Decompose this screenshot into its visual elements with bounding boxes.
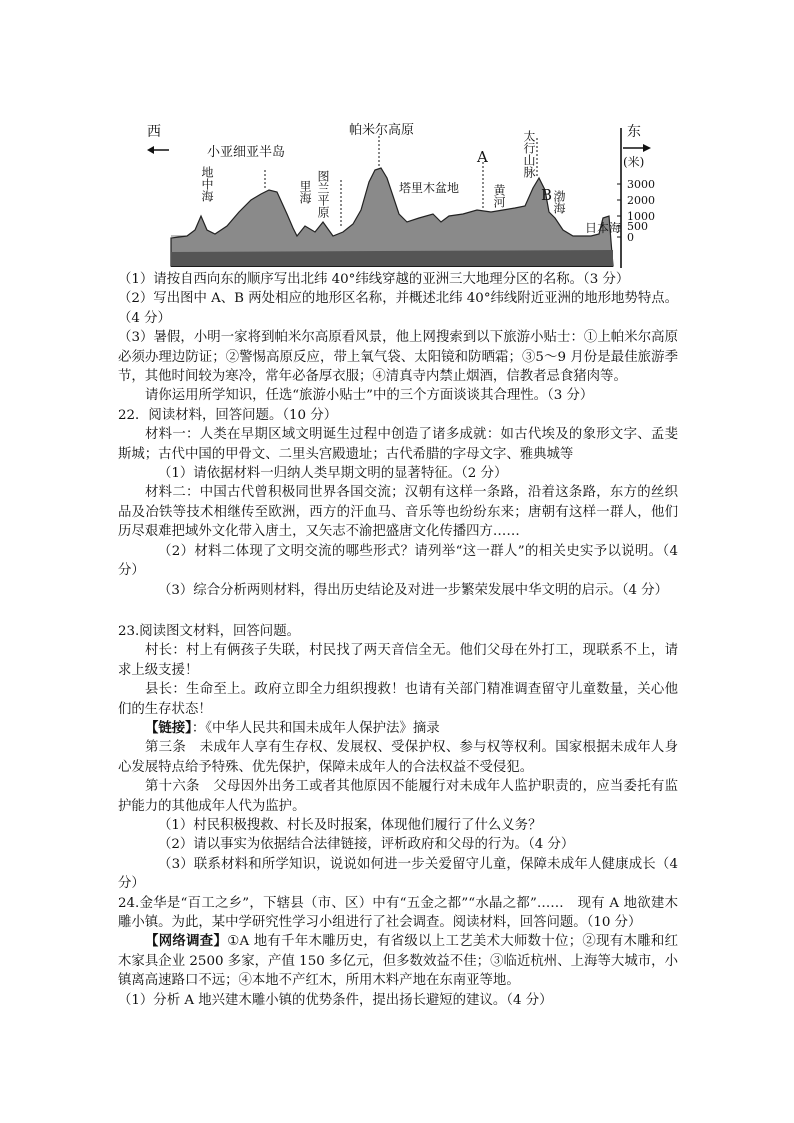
q22-subquestion-1: （1）请依据材料一归纳人类早期文明的显著特征。（2 分）	[158, 466, 508, 482]
survey-text: ①A 地有千年木雕历史，有省级以上工艺美术大师数十位；②现有木雕和红木家具企业 2500 多家，产值 150 多亿元，但多数效益不佳；③临近杭州、上海等大城市，小镇离高速路口不远；④本地不产红木，所用木料产地在东南亚等地。	[118, 934, 679, 989]
scale-tick-0: 0	[627, 231, 634, 244]
bohai-label: 渤海	[552, 190, 566, 214]
q21-subquestion-3: （3）暑假，小明一家将到帕米尔高原看风景，他上网搜索到以下旅游小贴士：①上帕米尔高原必须办理边防证；②警惕高原反应，带上氧气袋、太阳镜和防晒霜；③5～9 月份是最佳旅游季节，其他时间较为寒冷，常年必备厚衣服；④清真寺内禁止烟酒，信教者忌食猪肉等。	[118, 330, 678, 385]
taihang-label: 太行山脉	[522, 130, 536, 178]
mediterranean-label: 地中海	[200, 166, 214, 202]
scale-tick-500: 500	[627, 220, 648, 233]
asia-minor-label: 小亚细亚半岛	[207, 145, 286, 160]
west-label: 西	[147, 124, 161, 140]
tarim-label: 塔里木盆地	[399, 181, 460, 195]
q23-article-16: 第十六条 父母因外出务工或者其他原因不能履行对未成年人监护职责的，应当委托有监护能力的其他成年人代为监护。	[118, 779, 678, 814]
q23-villager-statement: 村长：村上有俩孩子失联，村民找了两天音信全无。他们父母在外打工，现联系不上，请求上级支援！	[118, 643, 678, 678]
turan-label: 图兰平原	[316, 170, 330, 218]
link-text: ：《中华人民共和国未成年人保护法》摘录	[191, 720, 440, 736]
q22-material-1: 材料一：人类在早期区域文明诞生过程中创造了诸多成就：如古代埃及的象形文字、孟斐斯城；古代中国的甲骨文、二里头宫殿遗址；古代希腊的字母文字、雅典城等	[118, 427, 678, 462]
question-content	[118, 270, 678, 1010]
terrain-base	[171, 250, 613, 266]
scale-tick-3000: 3000	[627, 178, 655, 191]
q21-subquestion-1: （1）请按自西向东的顺序写出北纬 40°纬线穿越的亚洲三大地理分区的名称。（3 分）	[118, 272, 630, 287]
q21-subquestion-3-task: 请你运用所学知识，任选“旅游小贴士”中的三个方面谈谈其合理性。（3 分）	[145, 388, 594, 404]
q22-subquestion-3: （3）综合分析两则材料，得出历史结论及对进一步繁荣发展中华文明的启示。（4 分）	[158, 582, 669, 598]
q22-material-2: 材料二：中国古代曾积极同世界各国交流；汉朝有这样一条路，沿着这条路，东方的丝织品及冶铁等技术相继传至欧洲，西方的汗血马、音乐等也纷纷东来；唐朝有这样一群人，他们历尽艰难把域外文化带入唐土，又矢志不渝把盛唐文化传播四方……	[118, 485, 678, 540]
q24-survey	[118, 932, 678, 990]
point-a-label: A	[477, 148, 488, 166]
q21-subquestion-2: （2）写出图中 A、B 两处相应的地形区名称，并概述北纬 40°纬线附近亚洲的地形地势特点。（4 分）	[118, 291, 678, 326]
q23-county-head-statement: 县长：生命至上。政府立即全力组织搜救！也请有关部门精准调查留守儿童数量，关心他们的生存状态！	[118, 682, 678, 717]
unit-label: (米)	[623, 155, 645, 169]
east-label: 东	[627, 124, 641, 140]
link-label: 【链接】	[145, 719, 192, 736]
scale-tick-1000: 1000	[627, 210, 655, 223]
q23-link-line	[118, 719, 678, 738]
q22-heading: 22．阅读材料，回答问题。（10 分）	[118, 407, 338, 423]
caspian-label: 里海	[298, 180, 312, 204]
q22-subquestion-2: （2）材料二体现了文明交流的哪些形式？请列举“这一群人”的相关史实予以说明。（4 分）	[118, 543, 678, 579]
q23-subquestion-2: （2）请以事实为依据结合法律链接，评析政府和父母的行为。（4 分）	[158, 837, 575, 853]
q23-subquestion-3: （3）联系材料和所学知识，说说如何进一步关爱留守儿童，保障未成年人健康成长（4 分）	[118, 856, 678, 892]
q23-subquestion-1: （1）村民积极搜救、村长及时报案，体现他们履行了什么义务？	[158, 817, 542, 833]
spacer	[118, 600, 678, 622]
scale-tick-2000: 2000	[627, 194, 655, 207]
terrain-profile-svg	[143, 118, 655, 270]
west-arrowhead	[147, 146, 154, 154]
q24-subquestion-1: （1）分析 A 地兴建木雕小镇的优势条件，提出扬长避短的建议。（4 分）	[118, 992, 553, 1008]
terrain-profile-diagram	[143, 118, 655, 270]
pamir-label: 帕米尔高原	[349, 123, 415, 138]
yellow-river-label: 黄河	[492, 184, 506, 208]
q23-article-3: 第三条 未成年人享有生存权、发展权、受保护权、参与权等权利。国家根据未成年人身心发展特点给予特殊、优先保护，保障未成年人的合法权益不受侵犯。	[118, 740, 678, 775]
survey-label: 【网络调查】	[145, 933, 228, 950]
q23-heading: 23.阅读图文材料，回答问题。	[118, 623, 300, 639]
east-arrowhead	[643, 144, 651, 152]
q24-heading: 24.金华是“百工之乡”，下辖县（市、区）中有“五金之都”“水晶之都”…… 现有 A 地欲建木雕小镇。为此，某中学研究性学习小组进行了社会调查。阅读材料，回答问题。（10 分）	[118, 895, 678, 930]
point-b-label: B	[541, 186, 553, 204]
sea-of-japan-label: 日本海	[585, 221, 622, 235]
